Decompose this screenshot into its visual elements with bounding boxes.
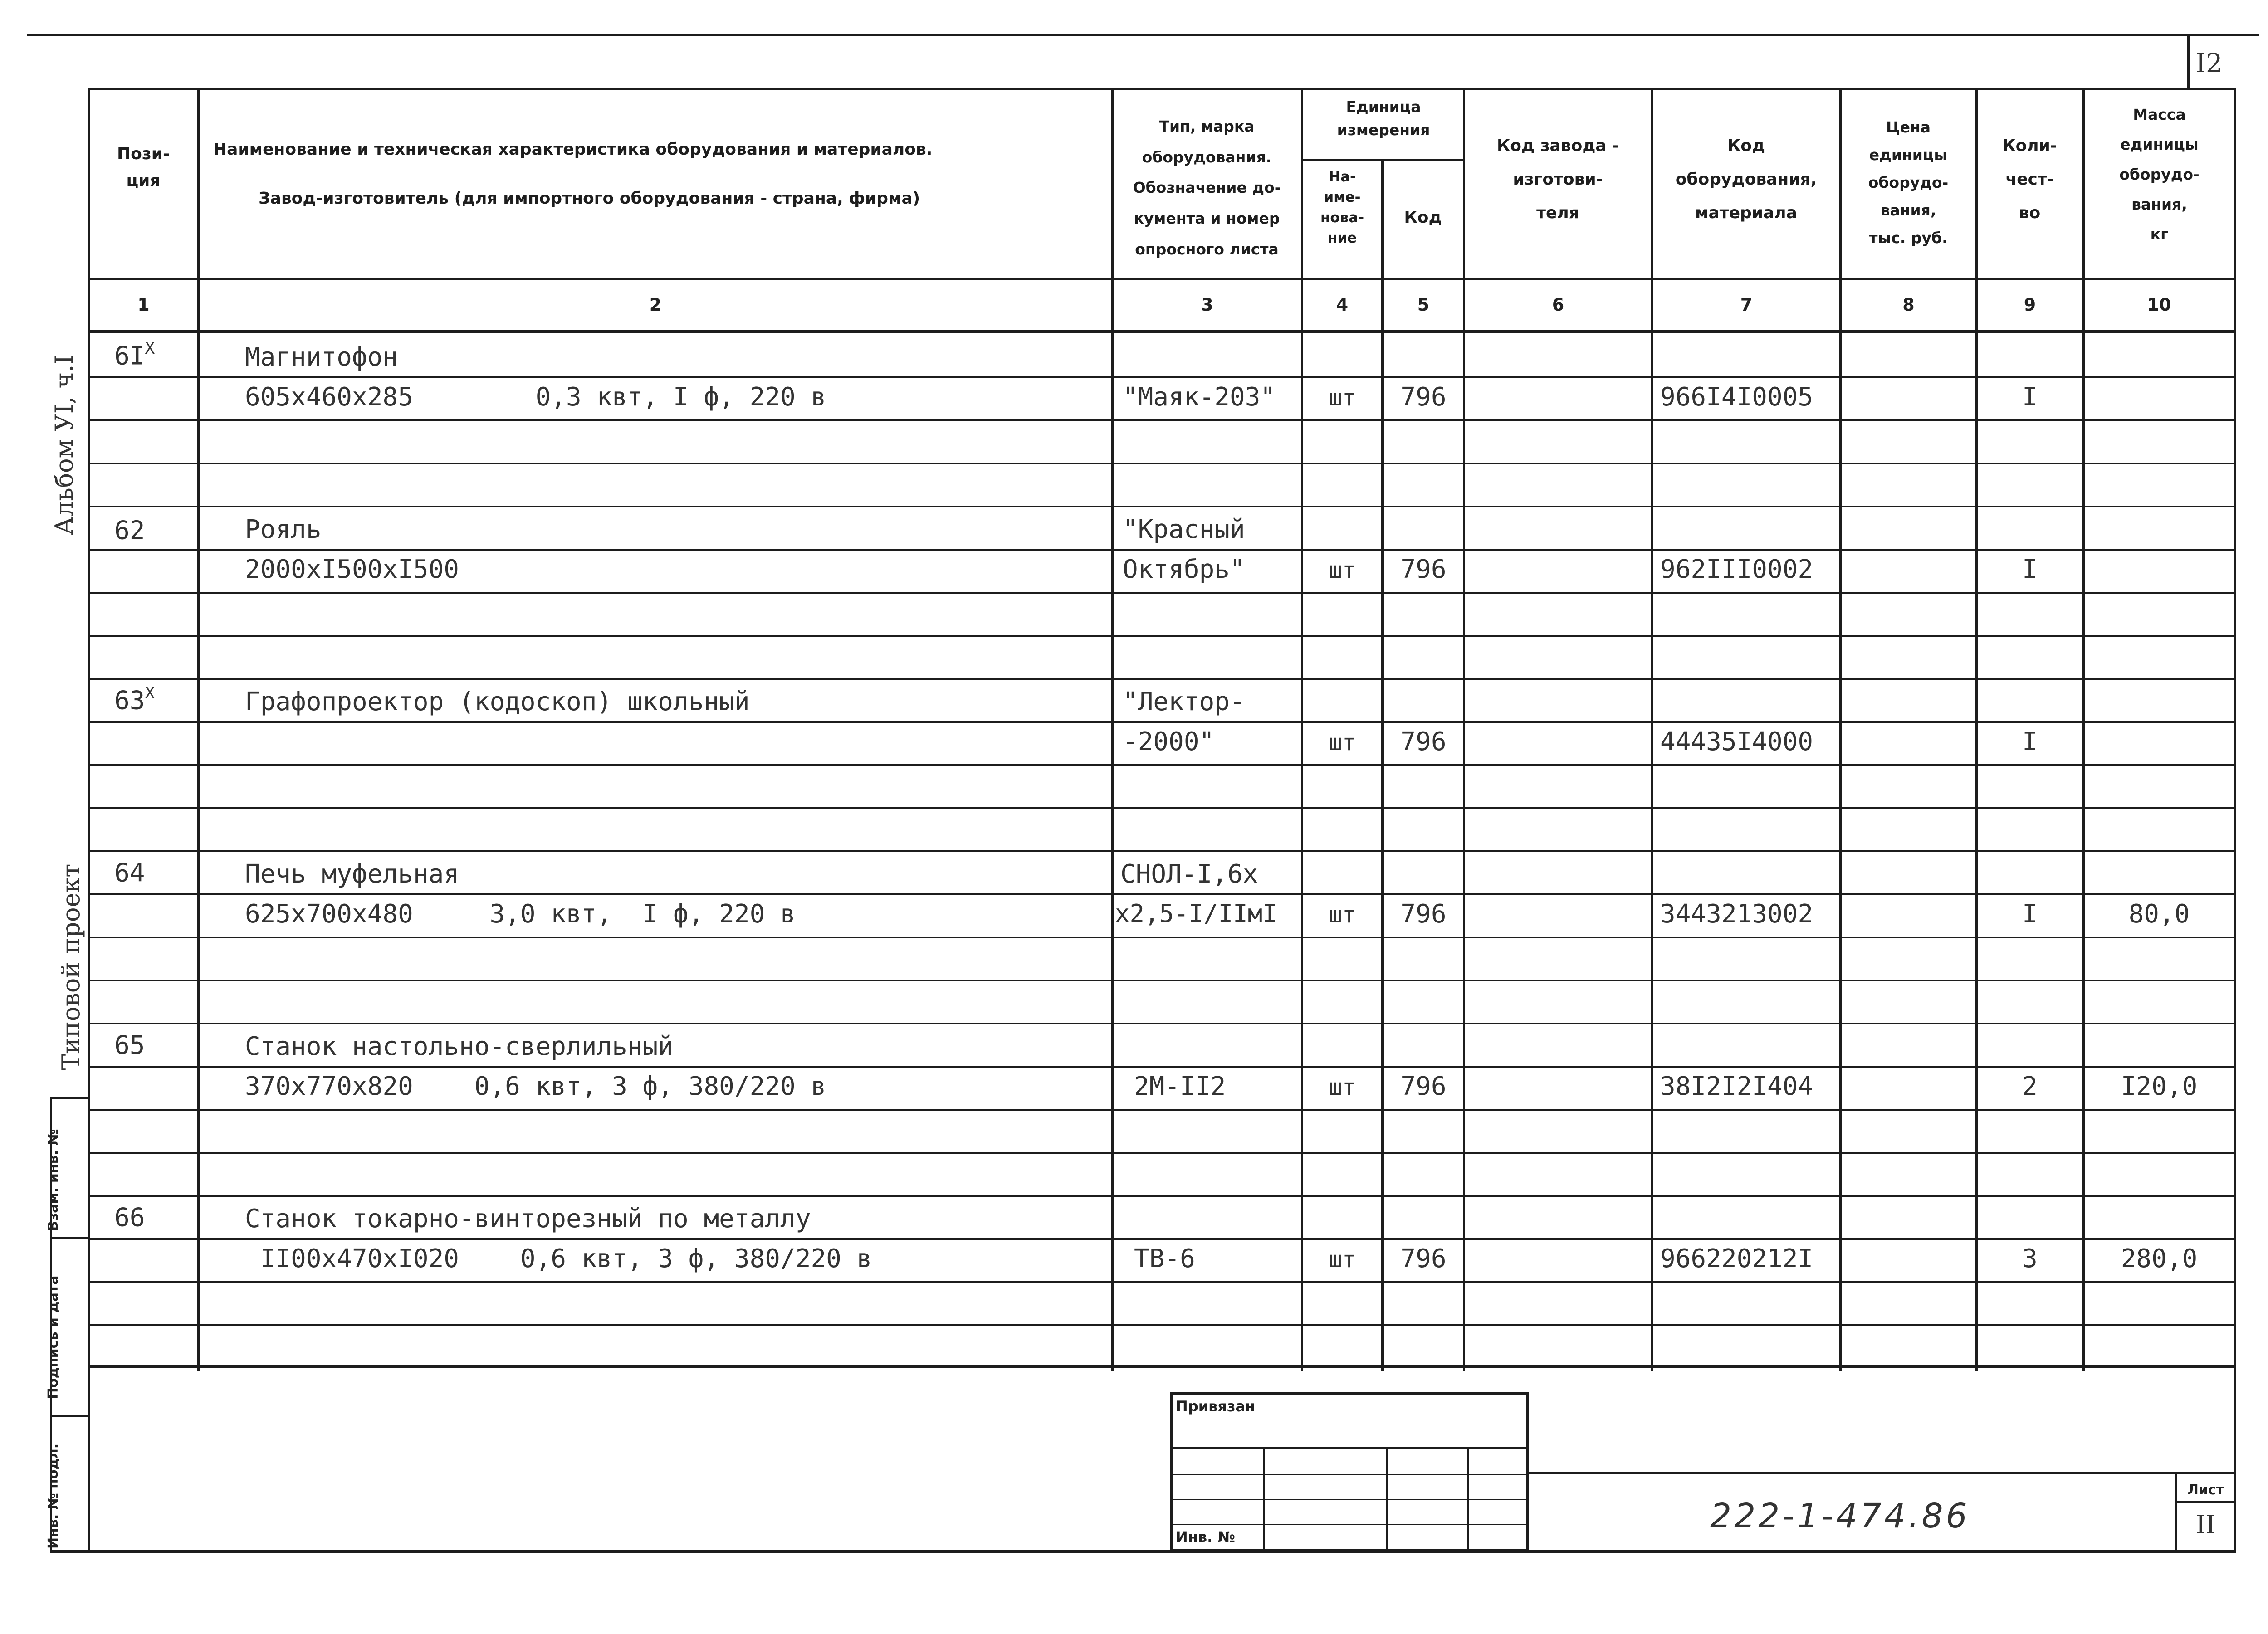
row-rule <box>88 893 2236 895</box>
item-unit: шт <box>1328 557 1356 583</box>
item-unit-code: 796 <box>1400 899 1447 929</box>
column-number-3: 3 <box>1201 295 1213 315</box>
row-rule <box>88 721 2236 723</box>
column-number-1: 1 <box>137 295 150 315</box>
binding-stamp-col-1 <box>1263 1447 1265 1551</box>
header-name-line2: Завод-изготовитель (для импортного оборудования - страна, фирма) <box>259 189 920 208</box>
vzam-inv-label: Взам. инв. № <box>45 1129 61 1231</box>
column-number-5: 5 <box>1417 295 1430 315</box>
item-position: 64 <box>114 858 145 888</box>
col-line-1 <box>197 88 200 1371</box>
inv-podl-label: Инв. № подл. <box>45 1443 61 1549</box>
item-type-line1: СНОЛ-I,6х <box>1120 859 1258 889</box>
item-code: 966I4I0005 <box>1660 382 1813 412</box>
col-line-9 <box>2082 88 2085 1371</box>
row-rule <box>88 506 2236 507</box>
item-mass: 280,0 <box>2121 1244 2198 1273</box>
row-rule <box>88 635 2236 637</box>
table-top-border <box>88 88 2236 90</box>
item-type-line2: 2М-II2 <box>1134 1072 1226 1101</box>
binding-stamp-rule-3 <box>1170 1499 1529 1500</box>
document-number: 222-1-474.86 <box>1710 1497 1970 1536</box>
item-position: 62 <box>114 516 145 546</box>
item-quantity: 2 <box>2022 1072 2038 1101</box>
item-unit: шт <box>1328 902 1356 928</box>
table-body-bottom-rule <box>88 1365 2236 1368</box>
stamp-strip-top <box>50 1097 88 1099</box>
stamp-strip-div2 <box>50 1415 88 1417</box>
item-quantity: I <box>2022 555 2038 584</box>
column-number-9: 9 <box>2024 295 2036 315</box>
item-name: Магнитофон <box>245 342 398 372</box>
header-mass: Масса единицы оборудо- вания, кг <box>2119 106 2200 243</box>
col-line-2 <box>1111 88 1114 1371</box>
item-position: $63^Х$ <box>114 684 155 716</box>
binding-stamp-title: Привязан <box>1176 1398 1256 1415</box>
column-numbers-rule <box>88 330 2236 333</box>
table-right-border <box>2234 88 2236 1552</box>
row-rule <box>88 764 2236 766</box>
item-code: 3443213002 <box>1660 899 1813 929</box>
binding-stamp-col-2 <box>1386 1447 1388 1551</box>
column-number-6: 6 <box>1552 295 1564 315</box>
page-number: I2 <box>2195 48 2223 78</box>
stamp-strip-div1 <box>50 1237 88 1239</box>
item-spec: 625х700х480 3,0 квт, I ф, 220 в <box>245 899 796 929</box>
item-unit-code: 796 <box>1400 382 1447 412</box>
row-rule <box>88 1066 2236 1068</box>
row-rule <box>88 549 2236 551</box>
row-rule <box>88 376 2236 378</box>
item-code: 44435I4000 <box>1660 727 1813 756</box>
binding-stamp-rule-1 <box>1170 1447 1529 1449</box>
page-number-box-left <box>2187 34 2190 88</box>
item-spec: 2000хI500хI500 <box>245 555 459 584</box>
item-name: Печь муфельная <box>245 859 459 889</box>
item-position: 65 <box>114 1030 145 1060</box>
sheet-label: Лист <box>2187 1482 2224 1498</box>
header-type: Тип, марка оборудования. Обозначение до- кумента и номер опросного листа <box>1133 117 1281 258</box>
project-label: Типовой проект <box>57 863 85 1070</box>
header-unit: Единица измерения <box>1337 98 1430 139</box>
row-rule <box>88 937 2236 938</box>
column-number-7: 7 <box>1740 295 1753 315</box>
row-rule <box>88 1238 2236 1240</box>
col-line-6 <box>1651 88 1653 1371</box>
item-name: Графопроектор (кодоскоп) школьный <box>245 687 750 717</box>
binding-stamp-col-3 <box>1467 1447 1469 1551</box>
item-type-line2: "Маяк-203" <box>1123 382 1276 412</box>
item-unit-code: 796 <box>1400 1244 1447 1273</box>
item-unit: шт <box>1328 1074 1356 1100</box>
col-line-3 <box>1301 88 1303 1371</box>
top-rule <box>27 34 2259 36</box>
column-number-2: 2 <box>649 295 662 315</box>
header-position: Пози- ция <box>117 145 170 190</box>
item-unit-code: 796 <box>1400 1072 1447 1101</box>
item-spec: 370х770х820 0,6 квт, 3 ф, 380/220 в <box>245 1072 826 1101</box>
column-number-8: 8 <box>1902 295 1915 315</box>
row-rule <box>88 1023 2236 1024</box>
item-position: 66 <box>114 1203 145 1233</box>
item-position: $6I^Х$ <box>114 339 155 371</box>
row-rule <box>88 850 2236 852</box>
row-rule <box>88 592 2236 594</box>
row-rule <box>88 1109 2236 1111</box>
item-unit: шт <box>1328 729 1356 756</box>
item-unit: шт <box>1328 1246 1356 1273</box>
col-line-7 <box>1839 88 1842 1371</box>
item-code: 38I2I2I404 <box>1660 1072 1813 1101</box>
item-name: Станок настольно-сверлильный <box>245 1032 674 1061</box>
item-type-line1: "Лектор- <box>1123 687 1245 717</box>
item-unit: шт <box>1328 385 1356 411</box>
row-rule <box>88 419 2236 421</box>
item-type-line2: х2,5-I/IIмI <box>1115 899 1277 928</box>
column-number-10: 10 <box>2147 295 2171 315</box>
header-equipment-code: Код оборудования, материала <box>1675 137 1817 222</box>
item-name: Станок токарно-винторезный по металлу <box>245 1204 811 1234</box>
sheet-box-rule <box>2175 1501 2236 1503</box>
item-type-line2: Октябрь" <box>1123 555 1245 584</box>
header-unit-code: Код <box>1404 208 1442 227</box>
item-unit-code: 796 <box>1400 727 1447 756</box>
row-rule <box>88 1281 2236 1283</box>
binding-stamp <box>1170 1392 1529 1551</box>
binding-stamp-rule-4 <box>1170 1524 1529 1525</box>
header-unit-name: На- име- нова- ние <box>1320 169 1364 246</box>
item-code: 962III0002 <box>1660 555 1813 584</box>
bottom-border <box>50 1550 2236 1553</box>
row-rule <box>88 980 2236 981</box>
sheet-number: II <box>2195 1510 2216 1540</box>
header-name-line1: Наименование и техническая характеристика оборудования и материалов. <box>213 140 933 159</box>
header-quantity: Коли- чест- во <box>2002 137 2057 222</box>
col-line-5 <box>1463 88 1465 1371</box>
row-rule <box>88 678 2236 680</box>
item-name: Рояль <box>245 515 322 544</box>
item-type-line2: ТВ-6 <box>1134 1244 1195 1273</box>
album-label: Альбом УI, ч.I <box>50 355 78 535</box>
header-bottom-rule <box>88 278 2236 280</box>
item-spec: II00х470хI020 0,6 квт, 3 ф, 380/220 в <box>245 1244 872 1273</box>
inv-number-label: Инв. № <box>1176 1528 1235 1546</box>
binding-stamp-rule-2 <box>1170 1474 1529 1475</box>
header-factory-code: Код завода - изготови- теля <box>1496 137 1619 222</box>
signature-date-label: Подпись и дата <box>45 1275 61 1399</box>
item-spec: 605х460х285 0,3 квт, I ф, 220 в <box>245 382 826 412</box>
column-number-4: 4 <box>1336 295 1349 315</box>
item-quantity: I <box>2022 727 2038 756</box>
title-block-rule <box>1529 1472 2236 1474</box>
row-rule <box>88 1152 2236 1154</box>
item-mass: I20,0 <box>2121 1072 2198 1101</box>
item-code: 966220212I <box>1660 1244 1813 1273</box>
header-price: Цена единицы оборудо- вания, тыс. руб. <box>1868 118 1949 247</box>
row-rule <box>88 807 2236 809</box>
item-type-line1: "Красный <box>1123 515 1245 544</box>
row-rule <box>88 463 2236 464</box>
row-rule <box>88 1195 2236 1197</box>
row-rule <box>88 1324 2236 1326</box>
item-quantity: I <box>2022 899 2038 929</box>
item-quantity: 3 <box>2022 1244 2038 1273</box>
item-mass: 80,0 <box>2128 899 2190 929</box>
item-quantity: I <box>2022 382 2038 412</box>
item-type-line2: -2000" <box>1123 727 1215 756</box>
item-unit-code: 796 <box>1400 555 1447 584</box>
